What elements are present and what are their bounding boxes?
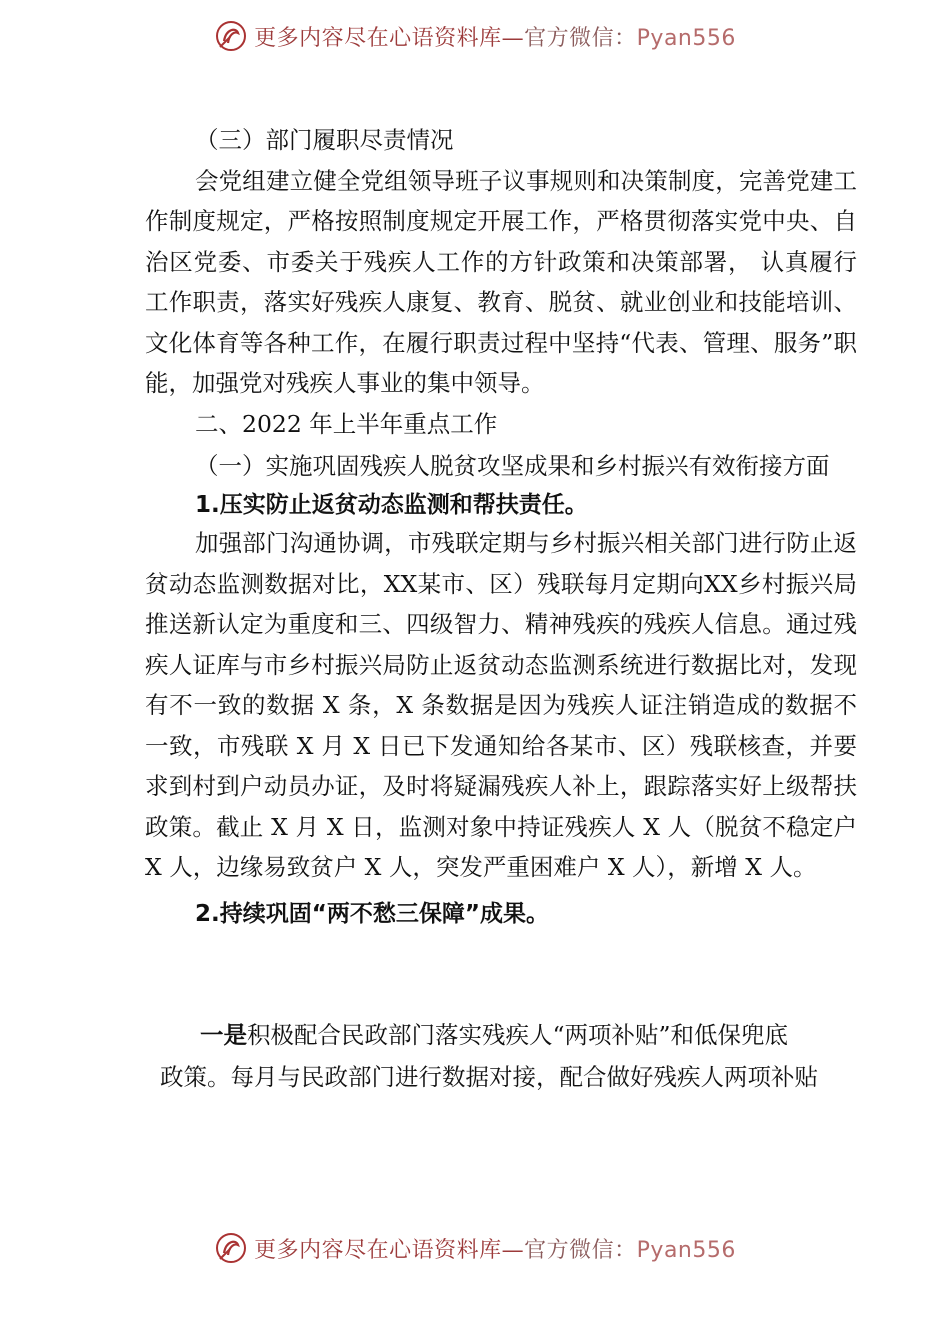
- footer-banner-text: [254, 1233, 736, 1264]
- item2-heading: 2.持续巩固“两不愁三保障”成果。: [195, 900, 549, 927]
- sub1-heading: （一）实施巩固残疾人脱贫攻坚成果和乡村振兴有效衔接方面: [195, 452, 830, 480]
- header-banner-text: [254, 21, 736, 52]
- header-dash: —: [501, 25, 525, 51]
- section3-heading: （三）部门履职尽责情况: [195, 126, 454, 154]
- item2-line1-text: 积极配合民政部门落实残疾人“两项补贴”和低保兜底: [247, 1021, 789, 1049]
- item2-lead: 一是: [200, 1021, 247, 1049]
- document-body: [145, 120, 857, 934]
- item1-paragraph: 加强部门沟通协调，市残联定期与乡村振兴相关部门进行防止返贫动态监测数据对比，XX某市、区）残联每月定期向XX乡村振兴局推送新认定为重度和三、四级智力、精神残疾的残疾人信息。通过残疾人证库与市乡村振兴局防止返贫动态监测系统进行数据比对，发现有不一致的数据 X 条，X 条数据是因为残疾人证注销造成的数据不一致，市残联 X 月 X 日已下发通知给各某市、区）残联核查，并要求到村到户动员办证，及时将疑漏残疾人补上，跟踪落实好上级帮扶政策。截止 X 月 X 日，监测对象中持证残疾人 X 人（脱贫不稳定户 X 人，边缘易致贫户 X 人，突发严重困难户 X 人），新增 X 人。: [145, 529, 857, 881]
- footer-dash: —: [501, 1237, 525, 1263]
- footer-wechat-label: 官方微信：: [524, 1237, 637, 1263]
- header-banner: [0, 16, 950, 56]
- item2-line-1: [150, 1016, 862, 1050]
- section3-paragraph: 会党组建立健全党组领导班子议事规则和决策制度，完善党建工作制度规定，严格按照制度规定开展工作，严格贯彻落实党中央、自治区党委、市委关于残疾人工作的方针政策和决策部署， 认真履行工作职责，落实好残疾人康复、教育、脱贫、就业创业和技能培训、文化体育等各种工作，在履行职责过程中坚持“代表、管理、服务”职能，加强党对残疾人事业的集中领导。: [145, 166, 857, 397]
- header-wechat-id: Pyan556: [636, 25, 736, 51]
- footer-site-text: 更多内容尽在心语资料库: [254, 1237, 502, 1263]
- header-site-text: 更多内容尽在心语资料库: [254, 25, 502, 51]
- item2-line-2: 政策。每月与民政部门进行数据对接，配合做好残疾人两项补贴: [160, 1063, 818, 1091]
- brand-logo-icon: [214, 1231, 248, 1265]
- header-wechat-label: 官方微信：: [524, 25, 637, 51]
- footer-wechat-id: Pyan556: [636, 1237, 736, 1263]
- item1-heading: 1.压实防止返贫动态监测和帮扶责任。: [195, 491, 588, 518]
- footer-banner: [0, 1228, 950, 1268]
- part2-heading: 二、2022 年上半年重点工作: [195, 409, 498, 438]
- brand-logo-icon: [214, 19, 248, 53]
